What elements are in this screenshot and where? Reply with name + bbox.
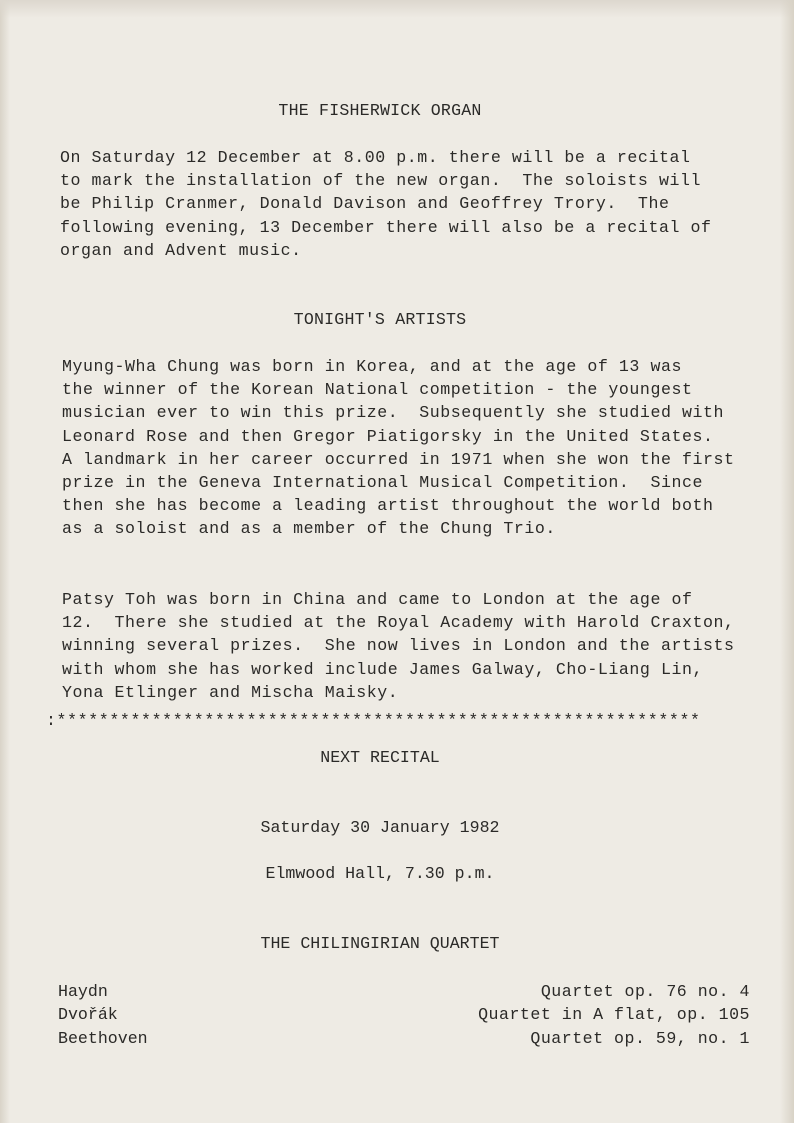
- chung-line: Myung-Wha Chung was born in Korea, and at the age of 13 was: [62, 357, 682, 376]
- organ-line: following evening, 13 December there will also be a recital of: [60, 217, 712, 237]
- programme-work: Quartet in A flat, op. 105: [478, 1005, 750, 1024]
- chung-line: then she has become a leading artist throughout the world both: [62, 496, 714, 516]
- organ-line: On Saturday 12 December at 8.00 p.m. there will be a recital: [60, 148, 691, 167]
- next-recital-date: Saturday 30 January 1982: [260, 818, 500, 837]
- chung-line: prize in the Geneva International Musical Competition. Since: [62, 472, 703, 492]
- toh-line: Yona Etlinger and Mischa Maisky.: [62, 682, 399, 702]
- chung-biography: [62, 355, 782, 541]
- chung-line: Leonard Rose and then Gregor Piatigorsky in the United States.: [62, 426, 714, 446]
- organ-line: to mark the installation of the new organ. The soloists will: [60, 171, 701, 191]
- toh-line: 12. There she studied at the Royal Academy with Harold Craxton,: [62, 613, 735, 633]
- next-recital-heading: NEXT RECITAL: [320, 748, 440, 767]
- toh-line: Patsy Toh was born in China and came to London at the age of: [62, 590, 693, 609]
- organ-paragraph: [60, 146, 780, 262]
- toh-line: with whom she has worked include James Galway, Cho-Liang Lin,: [62, 659, 703, 679]
- chung-line: as a soloist and as a member of the Chung Trio.: [62, 519, 556, 539]
- organ-line: be Philip Cranmer, Donald Davison and Geoffrey Trory. The: [60, 194, 670, 214]
- artists-heading: TONIGHT'S ARTISTS: [293, 310, 467, 329]
- organ-heading: THE FISHERWICK ORGAN: [278, 101, 482, 120]
- asterisk-divider: :*************************************************************: [46, 711, 701, 730]
- organ-line: organ and Advent music.: [60, 240, 302, 260]
- programme-item: [58, 980, 750, 1004]
- programme-item: [58, 1003, 750, 1027]
- chung-line: the winner of the Korean National competition - the youngest: [62, 380, 693, 400]
- next-recital-venue: Elmwood Hall, 7.30 p.m.: [265, 864, 495, 883]
- next-recital-ensemble: THE CHILINGIRIAN QUARTET: [260, 934, 500, 953]
- chung-line: A landmark in her career occurred in 1971 when she won the first: [62, 449, 735, 469]
- programme-composer: Dvořák: [58, 1005, 118, 1024]
- programme-work: Quartet op. 76 no. 4: [540, 982, 750, 1001]
- toh-line: winning several prizes. She now lives in London and the artists: [62, 636, 735, 656]
- programme-work: Quartet op. 59, no. 1: [530, 1029, 750, 1048]
- programme-composer: Haydn: [58, 982, 108, 1001]
- chung-line: musician ever to win this prize. Subsequently she studied with: [62, 403, 724, 423]
- programme-composer: Beethoven: [58, 1029, 148, 1048]
- toh-biography: [62, 588, 782, 704]
- programme-item: [58, 1027, 750, 1051]
